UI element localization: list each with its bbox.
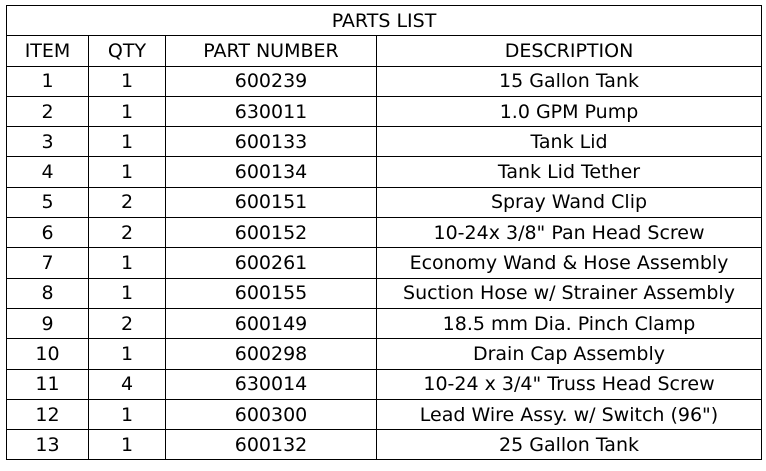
column-header-item: ITEM xyxy=(7,36,89,66)
table-row xyxy=(7,339,762,369)
part-number-cell: 600133 xyxy=(166,127,377,157)
description-cell: Tank Lid Tether xyxy=(377,157,762,187)
part-number-cell: 600239 xyxy=(166,66,377,96)
description-cell: Drain Cap Assembly xyxy=(377,339,762,369)
header-row xyxy=(7,36,762,66)
part-number-cell: 630014 xyxy=(166,369,377,399)
description-cell: Suction Hose w/ Strainer Assembly xyxy=(377,278,762,308)
qty-cell: 1 xyxy=(89,248,166,278)
description-cell: Spray Wand Clip xyxy=(377,187,762,217)
table-row xyxy=(7,308,762,338)
part-number-cell: 600151 xyxy=(166,187,377,217)
item-cell: 5 xyxy=(7,187,89,217)
part-number-cell: 600149 xyxy=(166,308,377,338)
table-row xyxy=(7,430,762,460)
table-title: PARTS LIST xyxy=(7,6,762,36)
table-row xyxy=(7,96,762,126)
item-cell: 10 xyxy=(7,339,89,369)
part-number-cell: 600134 xyxy=(166,157,377,187)
qty-cell: 2 xyxy=(89,218,166,248)
part-number-cell: 600132 xyxy=(166,430,377,460)
item-cell: 11 xyxy=(7,369,89,399)
parts-list-sheet xyxy=(6,5,762,460)
item-cell: 3 xyxy=(7,127,89,157)
qty-cell: 1 xyxy=(89,278,166,308)
qty-cell: 2 xyxy=(89,308,166,338)
description-cell: 10-24 x 3/4" Truss Head Screw xyxy=(377,369,762,399)
qty-cell: 1 xyxy=(89,430,166,460)
table-row xyxy=(7,278,762,308)
table-row xyxy=(7,66,762,96)
item-cell: 7 xyxy=(7,248,89,278)
qty-cell: 1 xyxy=(89,399,166,429)
item-cell: 2 xyxy=(7,96,89,126)
column-header-qty: QTY xyxy=(89,36,166,66)
qty-cell: 1 xyxy=(89,127,166,157)
table-row xyxy=(7,369,762,399)
description-cell: 10-24x 3/8" Pan Head Screw xyxy=(377,218,762,248)
qty-cell: 4 xyxy=(89,369,166,399)
item-cell: 13 xyxy=(7,430,89,460)
part-number-cell: 600261 xyxy=(166,248,377,278)
description-cell: 18.5 mm Dia. Pinch Clamp xyxy=(377,308,762,338)
item-cell: 8 xyxy=(7,278,89,308)
qty-cell: 1 xyxy=(89,339,166,369)
qty-cell: 1 xyxy=(89,96,166,126)
parts-table-body xyxy=(7,66,762,460)
column-header-description: DESCRIPTION xyxy=(377,36,762,66)
item-cell: 4 xyxy=(7,157,89,187)
table-row xyxy=(7,157,762,187)
qty-cell: 1 xyxy=(89,66,166,96)
description-cell: Tank Lid xyxy=(377,127,762,157)
description-cell: 15 Gallon Tank xyxy=(377,66,762,96)
description-cell: 1.0 GPM Pump xyxy=(377,96,762,126)
part-number-cell: 600152 xyxy=(166,218,377,248)
qty-cell: 2 xyxy=(89,187,166,217)
item-cell: 1 xyxy=(7,66,89,96)
qty-cell: 1 xyxy=(89,157,166,187)
part-number-cell: 630011 xyxy=(166,96,377,126)
item-cell: 9 xyxy=(7,308,89,338)
table-row xyxy=(7,248,762,278)
item-cell: 6 xyxy=(7,218,89,248)
description-cell: 25 Gallon Tank xyxy=(377,430,762,460)
table-row xyxy=(7,187,762,217)
parts-list-table xyxy=(6,5,762,460)
table-row xyxy=(7,399,762,429)
column-header-part-number: PART NUMBER xyxy=(166,36,377,66)
description-cell: Economy Wand & Hose Assembly xyxy=(377,248,762,278)
table-row xyxy=(7,218,762,248)
part-number-cell: 600155 xyxy=(166,278,377,308)
part-number-cell: 600300 xyxy=(166,399,377,429)
title-row xyxy=(7,6,762,36)
part-number-cell: 600298 xyxy=(166,339,377,369)
item-cell: 12 xyxy=(7,399,89,429)
description-cell: Lead Wire Assy. w/ Switch (96") xyxy=(377,399,762,429)
table-row xyxy=(7,127,762,157)
